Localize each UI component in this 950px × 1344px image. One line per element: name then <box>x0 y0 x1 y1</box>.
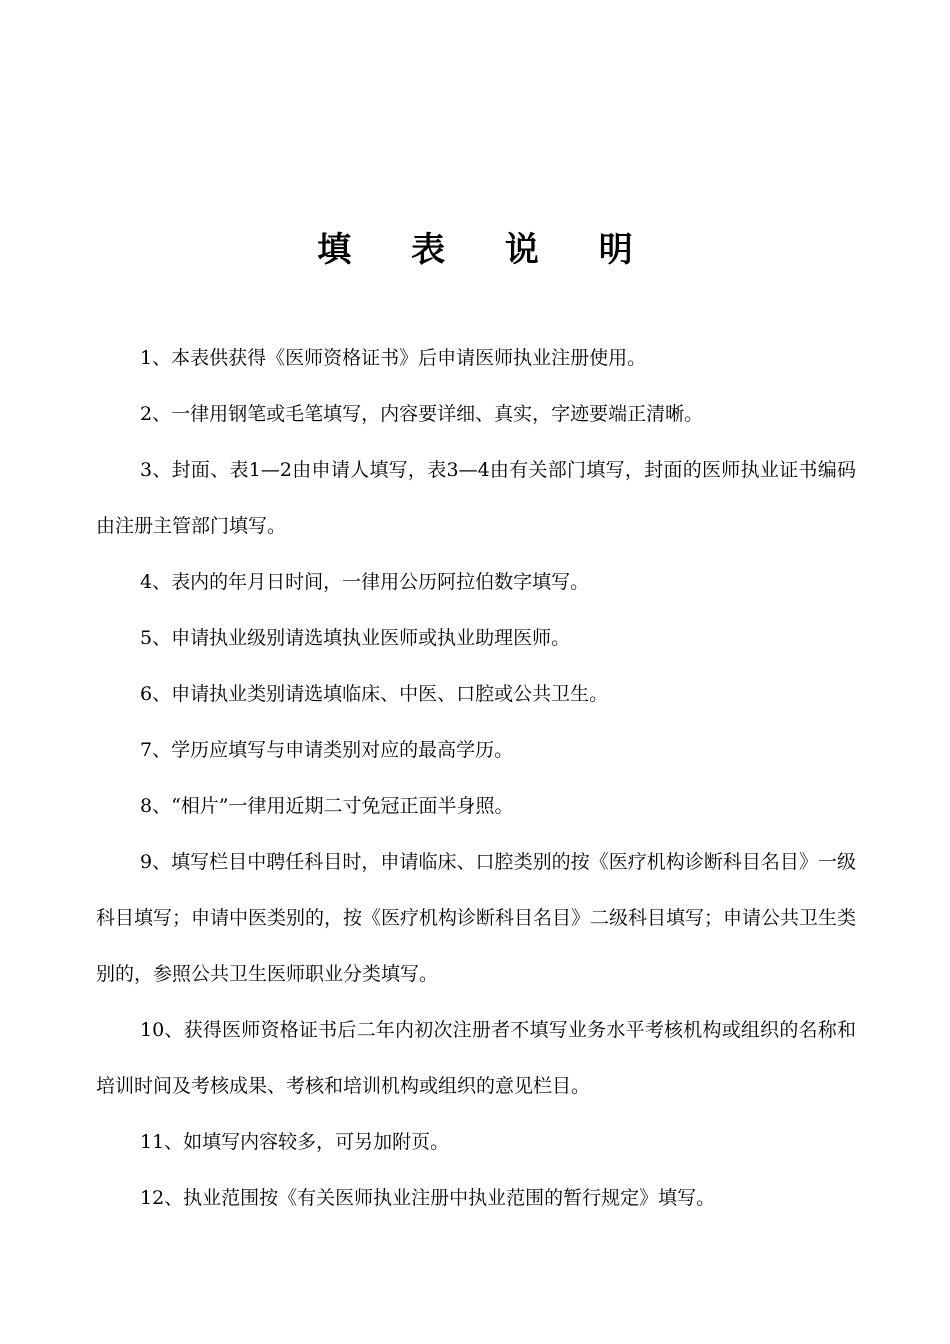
instruction-item-9: 9、填写栏目中聘任科目时，申请临床、口腔类别的按《医疗机构诊断科目名目》一级科目填写；申请中医类别的，按《医疗机构诊断科目名目》二级科目填写；申请公共卫生类别的，参照公共卫生医师职业分类填写。 <box>96 851 857 985</box>
instruction-item-12: 12、执业范围按《有关医师执业注册中执业范围的暂行规定》填写。 <box>140 1187 716 1209</box>
instruction-item-10: 10、获得医师资格证书后二年内初次注册者不填写业务水平考核机构或组织的名称和培训时间及考核成果、考核和培训机构或组织的意见栏目。 <box>96 1019 856 1097</box>
instruction-item-7: 7、学历应填写与申请类别对应的最高学历。 <box>140 739 514 761</box>
instruction-item-1: 1、本表供获得《医师资格证书》后申请医师执业注册使用。 <box>140 347 647 369</box>
instruction-item-3: 3、封面、表1—2由申请人填写，表3—4由有关部门填写，封面的医师执业证书编码由注册主管部门填写。 <box>96 459 856 537</box>
page-title: 填 表 说 明 <box>317 230 657 270</box>
instruction-item-6: 6、申请执业类别请选填临床、中医、口腔或公共卫生。 <box>140 683 609 705</box>
instruction-item-4: 4、表内的年月日时间，一律用公历阿拉伯数字填写。 <box>140 571 590 593</box>
instructions-list <box>96 330 856 1226</box>
instruction-item-11: 11、如填写内容较多，可另加附页。 <box>140 1131 450 1153</box>
instruction-item-5: 5、申请执业级别请选填执业医师或执业助理医师。 <box>140 627 571 649</box>
instruction-item-2: 2、一律用钢笔或毛笔填写，内容要详细、真实，字迹要端正清晰。 <box>140 403 704 425</box>
instruction-item-8: 8、“相片”一律用近期二寸免冠正面半身照。 <box>140 795 514 817</box>
